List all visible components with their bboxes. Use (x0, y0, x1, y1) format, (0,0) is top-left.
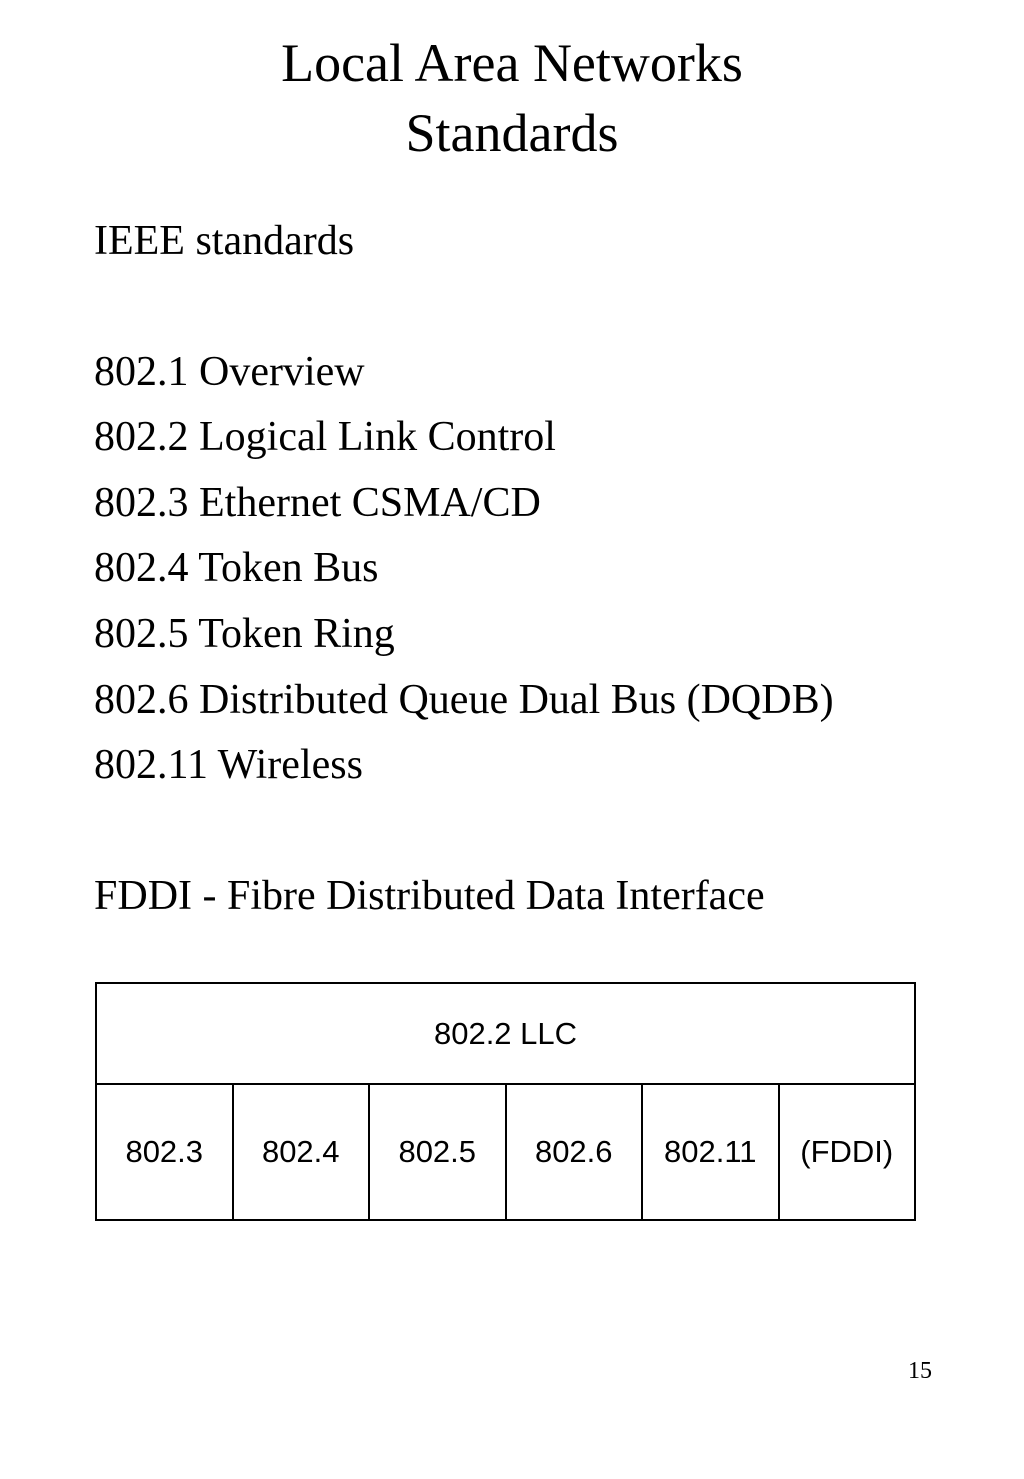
mac-cell-802-3: 802.3 (97, 1085, 234, 1219)
page-number: 15 (908, 1358, 932, 1384)
slide-title-line-1: Local Area Networks (281, 33, 743, 93)
mac-cell-802-6: 802.6 (507, 1085, 644, 1219)
protocol-stack-diagram (95, 982, 916, 1221)
fddi-line: FDDI - Fibre Distributed Data Interface (94, 873, 765, 919)
mac-cell-fddi: (FDDI) (800, 1134, 894, 1169)
standard-item-802-1: 802.1 Overview (94, 349, 365, 395)
standard-item-802-3: 802.3 Ethernet CSMA/CD (94, 480, 541, 526)
mac-layer-row (97, 1085, 914, 1219)
llc-layer-box: 802.2 LLC (97, 984, 914, 1085)
standard-item-802-4: 802.4 Token Bus (94, 545, 379, 591)
mac-cell-802-11: 802.11 (643, 1085, 780, 1219)
slide-title-line-2: Standards (405, 103, 619, 163)
standard-item-802-6: 802.6 Distributed Queue Dual Bus (DQDB) (94, 677, 834, 723)
mac-cell-802-5: 802.5 (370, 1085, 507, 1219)
standard-item-802-2: 802.2 Logical Link Control (94, 414, 556, 460)
standard-item-802-11: 802.11 Wireless (94, 742, 363, 788)
ieee-standards-heading: IEEE standards (94, 218, 355, 264)
standard-item-802-5: 802.5 Token Ring (94, 611, 395, 657)
slide-title (0, 28, 1024, 168)
mac-cell-802-4: 802.4 (234, 1085, 371, 1219)
